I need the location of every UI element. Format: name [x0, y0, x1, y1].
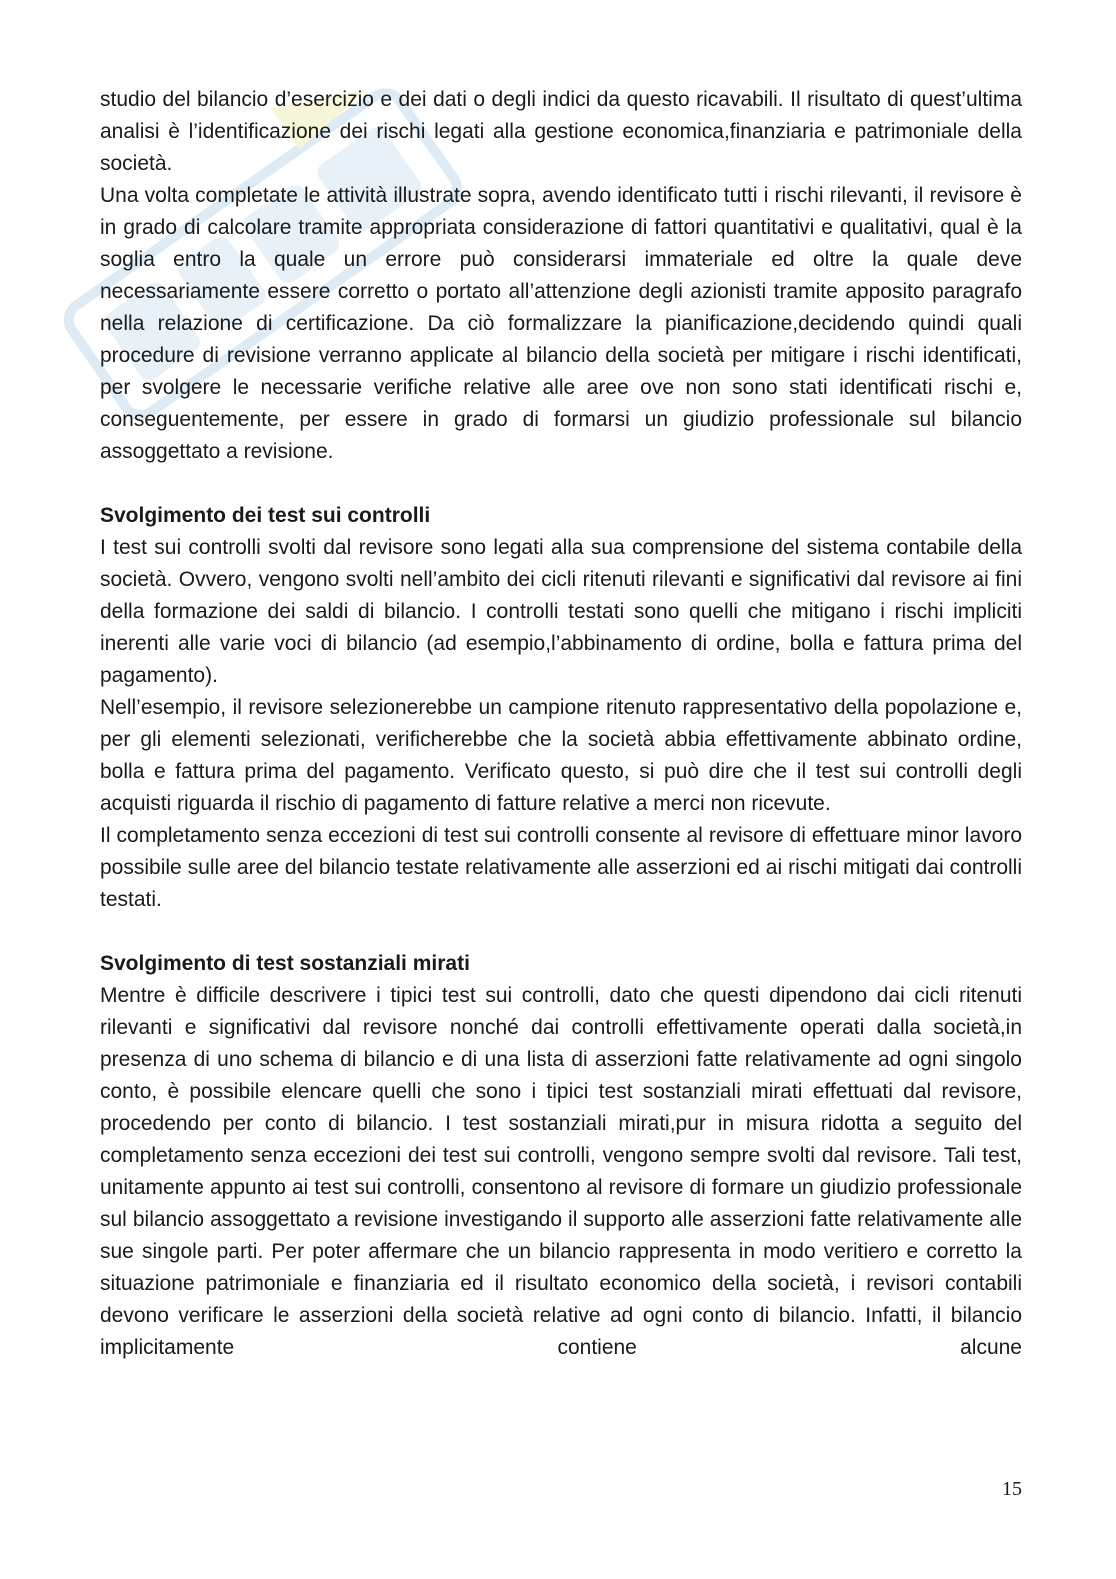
paragraph: Una volta completate le attività illustrate sopra, avendo identificato tutti i rischi rilevanti, il revisore è in grado di calcolare tramite appropriata considerazione di fattori quantitativi e qualitativi, qual è la soglia entro la quale un errore può considerarsi immateriale ed oltre la quale deve necessariamente essere corretto o portato all’attenzione degli azionisti tramite apposito paragrafo nella relazione di certificazione. Da ciò formalizzare la pianificazione,decidendo quindi quali procedure di revisione verranno applicate al bilancio della società per mitigare i rischi identificati, per svolgere le necessarie verifiche relative alle aree ove non sono stati identificati rischi e, conseguentemente, per essere in grado di formarsi un giudizio professionale sul bilancio assoggettato a revisione. — [100, 184, 1022, 463]
section-heading: Svolgimento dei test sui controlli — [100, 504, 431, 527]
page-number: 15 — [1002, 1478, 1022, 1500]
document-page — [100, 84, 1022, 1364]
paragraph: studio del bilancio d’esercizio e dei dati o degli indici da questo ricavabili. Il risultato di quest’ultima analisi è l’identificazione dei rischi legati alla gestione economica,finanziaria e patrimoniale della società. — [100, 88, 1022, 175]
paragraph: Nell’esempio, il revisore selezionerebbe un campione ritenuto rappresentativo della popolazione e, per gli elementi selezionati, verificherebbe che la società abbia effettivamente abbinato ordine, bolla e fattura prima del pagamento. Verificato questo, si può dire che il test sui controlli degli acquisti riguarda il rischio di pagamento di fatture relative a merci non ricevute. — [100, 696, 1022, 815]
paragraph: Il completamento senza eccezioni di test sui controlli consente al revisore di effettuare minor lavoro possibile sulle aree del bilancio testate relativamente alle asserzioni ed ai rischi mitigati dai controlli testati. — [100, 824, 1022, 911]
paragraph: I test sui controlli svolti dal revisore sono legati alla sua comprensione del sistema contabile della società. Ovvero, vengono svolti nell’ambito dei cicli ritenuti rilevanti e significativi dal revisore ai fini della formazione dei saldi di bilancio. I controlli testati sono quelli che mitigano i rischi impliciti inerenti alle varie voci di bilancio (ad esempio,l’abbinamento di ordine, bolla e fattura prima del pagamento). — [100, 536, 1022, 687]
paragraph: Mentre è difficile descrivere i tipici test sui controlli, dato che questi dipendono dai cicli ritenuti rilevanti e significativi dal revisore nonché dai controlli effettivamente operati dalla società,in presenza di uno schema di bilancio e di una lista di asserzioni fatte relativamente ad ogni singolo conto, è possibile elencare quelli che sono i tipici test sostanziali mirati effettuati dal revisore, procedendo per conto di bilancio. I test sostanziali mirati,pur in misura ridotta a seguito del completamento senza eccezioni dei test sui controlli, vengono sempre svolti dal revisore. Tali test, unitamente appunto ai test sui controlli, consentono al revisore di formare un giudizio professionale sul bilancio assoggettato a revisione investigando il supporto alle asserzioni fatte relativamente alle sue singole parti. Per poter affermare che un bilancio rappresenta in modo veritiero e corretto la situazione patrimoniale e finanziaria ed il risultato economico della società, i revisori contabili devono verificare le asserzioni della società relative ad ogni conto di bilancio. Infatti, il bilancio implicitamente contiene alcune — [100, 984, 1022, 1359]
section-heading: Svolgimento di test sostanziali mirati — [100, 952, 470, 975]
